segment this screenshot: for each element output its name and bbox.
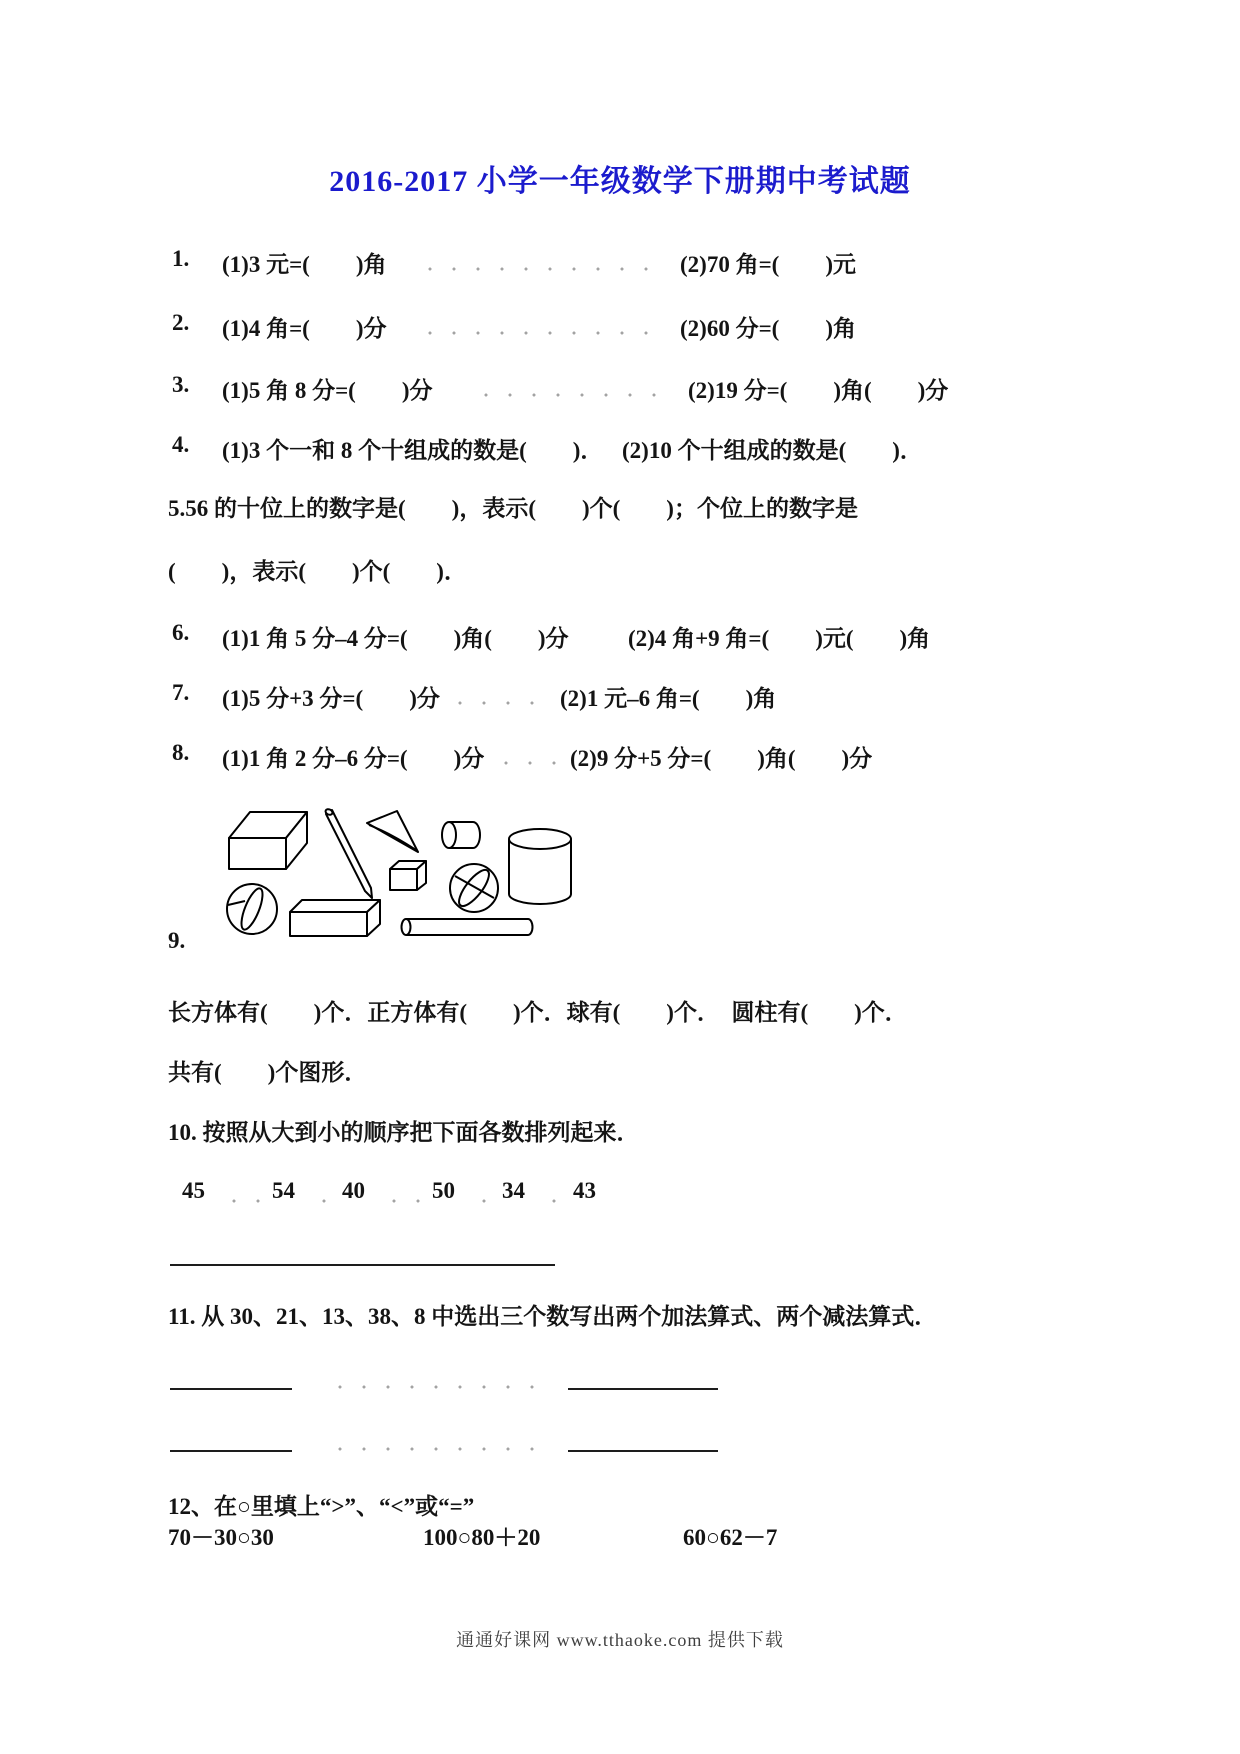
question-number: 7. — [172, 680, 190, 705]
question-9-caption-2 — [168, 1054, 1158, 1090]
answer-blank — [170, 1364, 292, 1390]
question-part-1: (1)5 分+3 分=( )分 — [222, 686, 440, 711]
question-number: 8. — [172, 740, 190, 765]
footer-watermark: 通通好课网 www.tthaoke.com 提供下载 — [456, 1630, 784, 1650]
answer-blank — [170, 1240, 555, 1266]
question-3 — [168, 372, 1158, 408]
number-token: 45 — [182, 1178, 205, 1203]
dotted-leader — [472, 1180, 494, 1204]
dotted-leader — [418, 312, 668, 336]
cylinder-large-shape — [509, 829, 571, 904]
question-part-1: (1)1 角 5 分–4 分=( )角( )分 — [222, 626, 569, 651]
question-part-2: (2)70 角=( )元 — [680, 252, 856, 277]
ball-right-shape — [450, 864, 498, 912]
dotted-leader — [474, 374, 674, 398]
shapes-figure — [222, 806, 582, 948]
question-part-2: (2)1 元–6 角=( )角 — [560, 686, 777, 711]
question-10-answer-row — [168, 1240, 1158, 1276]
question-part-2: (2)60 分=( )角 — [680, 316, 856, 341]
question-part-2: (2)4 角+9 角=( )元( )角 — [628, 626, 931, 651]
question-text: 长方体有( )个．正方体有( )个．球有( )个． 圆柱有( )个． — [168, 1000, 908, 1025]
cube-small-shape — [390, 861, 426, 890]
question-text: 5.56 的十位上的数字是( )，表示( )个( )；个位上的数字是 — [168, 496, 858, 521]
dotted-leader — [542, 1180, 564, 1204]
page-title: 2016-2017 小学一年级数学下册期中考试题 — [329, 165, 911, 198]
question-11-answer-row-1 — [168, 1364, 1158, 1400]
question-number: 6. — [172, 620, 190, 645]
dotted-leader — [494, 742, 560, 766]
answer-blank — [568, 1364, 718, 1390]
question-9-caption-1 — [168, 994, 1158, 1030]
cone-shape — [367, 811, 418, 852]
number-token: 50 — [432, 1178, 455, 1203]
cuboid-large-shape — [229, 812, 307, 869]
question-part-2: (2)19 分=( )角( )分 — [688, 378, 949, 403]
question-12-expressions — [168, 1519, 1158, 1555]
question-8 — [168, 740, 1158, 776]
dotted-leader — [382, 1180, 422, 1204]
dotted-leader — [448, 682, 548, 706]
question-part-1: (1)3 个一和 8 个十组成的数是( )． — [222, 438, 604, 463]
cylinder-small-horizontal-shape — [442, 822, 480, 848]
question-text: 10. 按照从大到小的顺序把下面各数排列起来． — [168, 1120, 640, 1145]
question-text: 11. 从 30、21、13、38、8 中选出三个数写出两个加法算式、两个减法算式． — [168, 1304, 938, 1329]
question-part-1: (1)4 角=( )分 — [222, 316, 387, 341]
answer-blank — [568, 1426, 718, 1452]
pencil-shape — [325, 808, 372, 898]
question-part-1: (1)3 元=( )角 — [222, 252, 387, 277]
question-1 — [168, 246, 1158, 282]
question-11 — [168, 1298, 1158, 1334]
question-part-1: (1)1 角 2 分–6 分=( )分 — [222, 746, 485, 771]
question-7 — [168, 680, 1158, 716]
question-2 — [168, 310, 1158, 346]
number-token: 34 — [502, 1178, 525, 1203]
question-number: 1. — [172, 246, 190, 271]
question-part-2: (2)10 个十组成的数是( )． — [622, 438, 923, 463]
question-number: 9. — [168, 928, 186, 953]
question-10 — [168, 1114, 1158, 1150]
question-10-numbers — [168, 1178, 1158, 1214]
dotted-leader — [418, 248, 668, 272]
question-4 — [168, 432, 1158, 468]
question-number: 3. — [172, 372, 190, 397]
expression: 60○62－7 — [683, 1525, 778, 1550]
number-token: 43 — [573, 1178, 596, 1203]
dotted-leader — [328, 1428, 538, 1452]
question-part-2: (2)9 分+5 分=( )角( )分 — [570, 746, 873, 771]
dotted-leader — [312, 1180, 334, 1204]
ball-left-shape — [227, 884, 277, 934]
question-5-continued — [168, 553, 1158, 589]
answer-blank — [170, 1426, 292, 1452]
number-token: 40 — [342, 1178, 365, 1203]
dotted-leader — [328, 1366, 538, 1390]
question-text: ( )，表示( )个( )． — [168, 559, 467, 584]
question-text: 12、在○里填上“>”、“<”或“=” — [168, 1494, 475, 1519]
question-5 — [168, 490, 1158, 526]
question-6 — [168, 620, 1158, 656]
question-number: 2. — [172, 310, 190, 335]
question-11-answer-row-2 — [168, 1426, 1158, 1462]
question-9 — [168, 928, 1158, 964]
expression: 100○80＋20 — [423, 1525, 541, 1550]
question-number: 4. — [172, 432, 190, 457]
expression: 70－30○30 — [168, 1525, 274, 1550]
question-part-1: (1)5 角 8 分=( )分 — [222, 378, 433, 403]
number-token: 54 — [272, 1178, 295, 1203]
dotted-leader — [222, 1180, 262, 1204]
question-text: 共有( )个图形． — [168, 1060, 368, 1085]
